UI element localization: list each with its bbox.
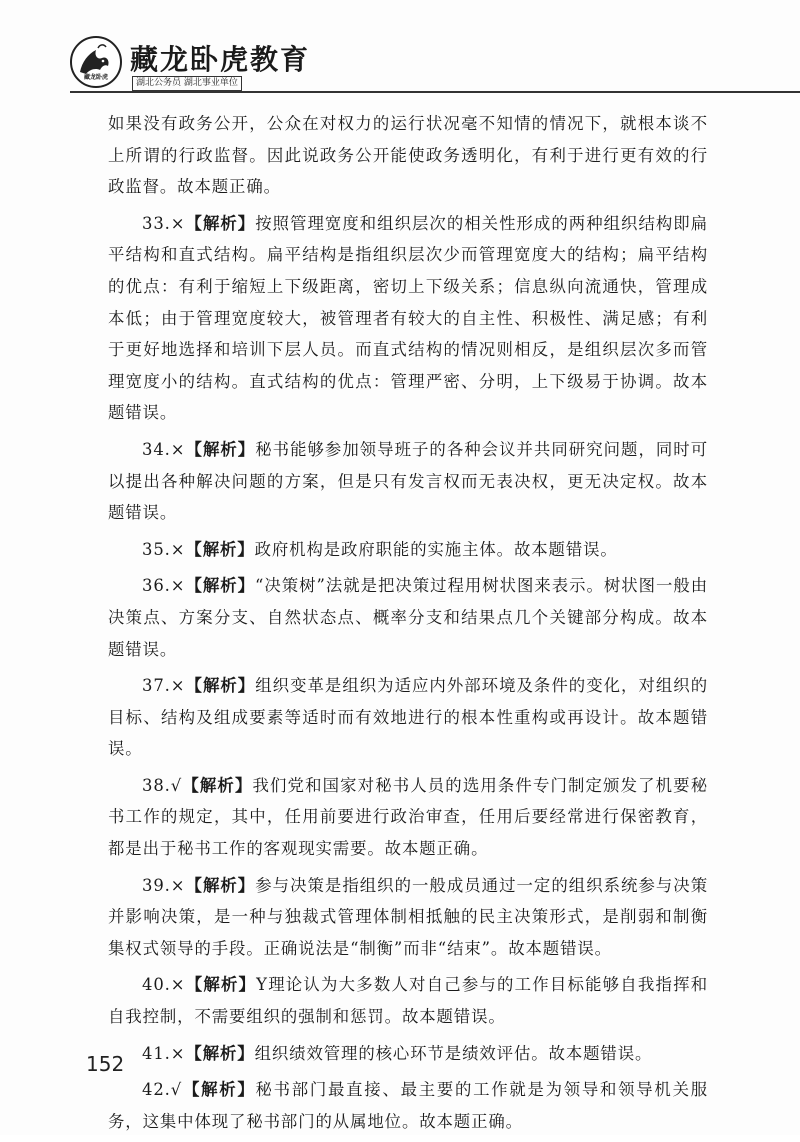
analysis-tag: 【解析】 bbox=[185, 975, 257, 995]
answer-mark: × bbox=[170, 576, 186, 596]
answer-mark: × bbox=[170, 213, 186, 233]
answer-mark: × bbox=[170, 676, 186, 696]
answer-item bbox=[108, 1038, 708, 1070]
item-text: “决策树”法就是把决策过程用树状图来表示。树状图一般由决策点、方案分支、自然状态点、概率分支和结果点几个关键部分构成。故本题错误。 bbox=[108, 576, 708, 659]
answer-item bbox=[108, 870, 708, 965]
answer-item bbox=[108, 1074, 708, 1137]
item-number: 37. bbox=[142, 676, 171, 696]
item-text: 秘书部门最直接、最主要的工作就是为领导和领导机关服务，这集中体现了秘书部门的从属地位。故本题正确。 bbox=[108, 1080, 708, 1131]
page-header bbox=[70, 36, 760, 92]
item-number: 34. bbox=[142, 439, 171, 459]
item-number: 35. bbox=[142, 539, 171, 559]
answer-mark: × bbox=[170, 875, 186, 895]
answer-item bbox=[108, 208, 708, 429]
analysis-tag: 【解析】 bbox=[185, 676, 256, 696]
answer-mark: √ bbox=[170, 775, 183, 795]
item-text: 政府机构是政府职能的实施主体。故本题错误。 bbox=[254, 539, 618, 559]
item-text: 按照管理宽度和组织层次的相关性形成的两种组织结构即扁平结构和直式结构。扁平结构是指组织层次少而管理宽度大的结构；扁平结构的优点：有利于缩短上下级距离，密切上下级关系；信息纵向流通快，管理成本低；由于管理宽度较大，被管理者有较大的自主性、积极性、满足感；有利于更好地选择和培训下层人员。而直式结构的情况则相反，是组织层次多而管理宽度小的结构。直式结构的优点：管理严密、分明，上下级易于协调。故本题错误。 bbox=[108, 213, 708, 423]
answer-item bbox=[108, 670, 708, 765]
item-text: 秘书能够参加领导班子的各种会议并共同研究问题，同时可以提出各种解决问题的方案，但是只有发言权而无表决权，更无决定权。故本题错误。 bbox=[108, 439, 708, 523]
answer-explanations bbox=[108, 108, 708, 1142]
answer-mark: × bbox=[170, 975, 186, 995]
analysis-tag: 【解析】 bbox=[185, 439, 256, 459]
item-text: Y理论认为大多数人对自己参与的工作目标能够自我指挥和自我控制，不需要组织的强制和惩罚。故本题错误。 bbox=[108, 975, 708, 1027]
item-number: 39. bbox=[142, 875, 171, 895]
answer-mark: √ bbox=[170, 1080, 183, 1100]
item-text: 我们党和国家对秘书人员的选用条件专门制定颁发了机要秘书工作的规定，其中，任用前要进行政治审查，任用后要经常进行保密教育，都是出于秘书工作的客观现实需要。故本题正确。 bbox=[108, 775, 708, 859]
item-number: 38. bbox=[142, 775, 171, 795]
analysis-tag: 【解析】 bbox=[185, 576, 255, 596]
answer-mark: × bbox=[170, 1043, 186, 1063]
item-number: 40. bbox=[142, 975, 171, 995]
item-text: 参与决策是指组织的一般成员通过一定的组织系统参与决策并影响决策，是一种与独裁式管理体制相抵触的民主决策形式，是削弱和制衡集权式领导的手段。正确说法是“制衡”而非“结束”。故本题错误。 bbox=[108, 875, 708, 958]
answer-mark: × bbox=[170, 539, 186, 559]
header-divider bbox=[70, 91, 800, 93]
brand-subtitle: 湖北公务员 湖北事业单位 bbox=[132, 76, 242, 91]
analysis-tag: 【解析】 bbox=[185, 875, 256, 895]
intro-paragraph: 如果没有政务公开，公众在对权力的运行状况毫不知情的情况下，就根本谈不上所谓的行政监督。因此说政务公开能使政务透明化，有利于进行更有效的行政监督。故本题正确。 bbox=[108, 114, 708, 197]
item-number: 36. bbox=[142, 576, 171, 596]
answer-item bbox=[108, 570, 708, 665]
analysis-tag: 【解析】 bbox=[185, 1043, 255, 1063]
analysis-tag: 【解析】 bbox=[182, 1080, 256, 1100]
item-number: 41. bbox=[142, 1043, 171, 1063]
answer-item bbox=[108, 534, 708, 566]
brand-title: 藏龙卧虎教育 bbox=[130, 43, 311, 76]
brand-logo bbox=[70, 36, 122, 88]
answer-item bbox=[108, 969, 708, 1032]
analysis-tag: 【解析】 bbox=[185, 213, 256, 233]
item-number: 42. bbox=[142, 1080, 171, 1100]
analysis-tag: 【解析】 bbox=[182, 775, 253, 795]
answer-item bbox=[108, 770, 708, 865]
answer-mark: × bbox=[170, 439, 186, 459]
item-number: 33. bbox=[142, 213, 171, 233]
item-text: 组织绩效管理的核心环节是绩效评估。故本题错误。 bbox=[254, 1043, 653, 1063]
logo-text: 藏龙卧虎 bbox=[83, 74, 108, 81]
page-number: 152 bbox=[86, 1052, 125, 1076]
item-text: 组织变革是组织为适应内外部环境及条件的变化，对组织的目标、结构及组成要素等适时而有效地进行的根本性重构或再设计。故本题错误。 bbox=[108, 676, 708, 759]
analysis-tag: 【解析】 bbox=[185, 539, 255, 559]
answer-item bbox=[108, 434, 708, 529]
